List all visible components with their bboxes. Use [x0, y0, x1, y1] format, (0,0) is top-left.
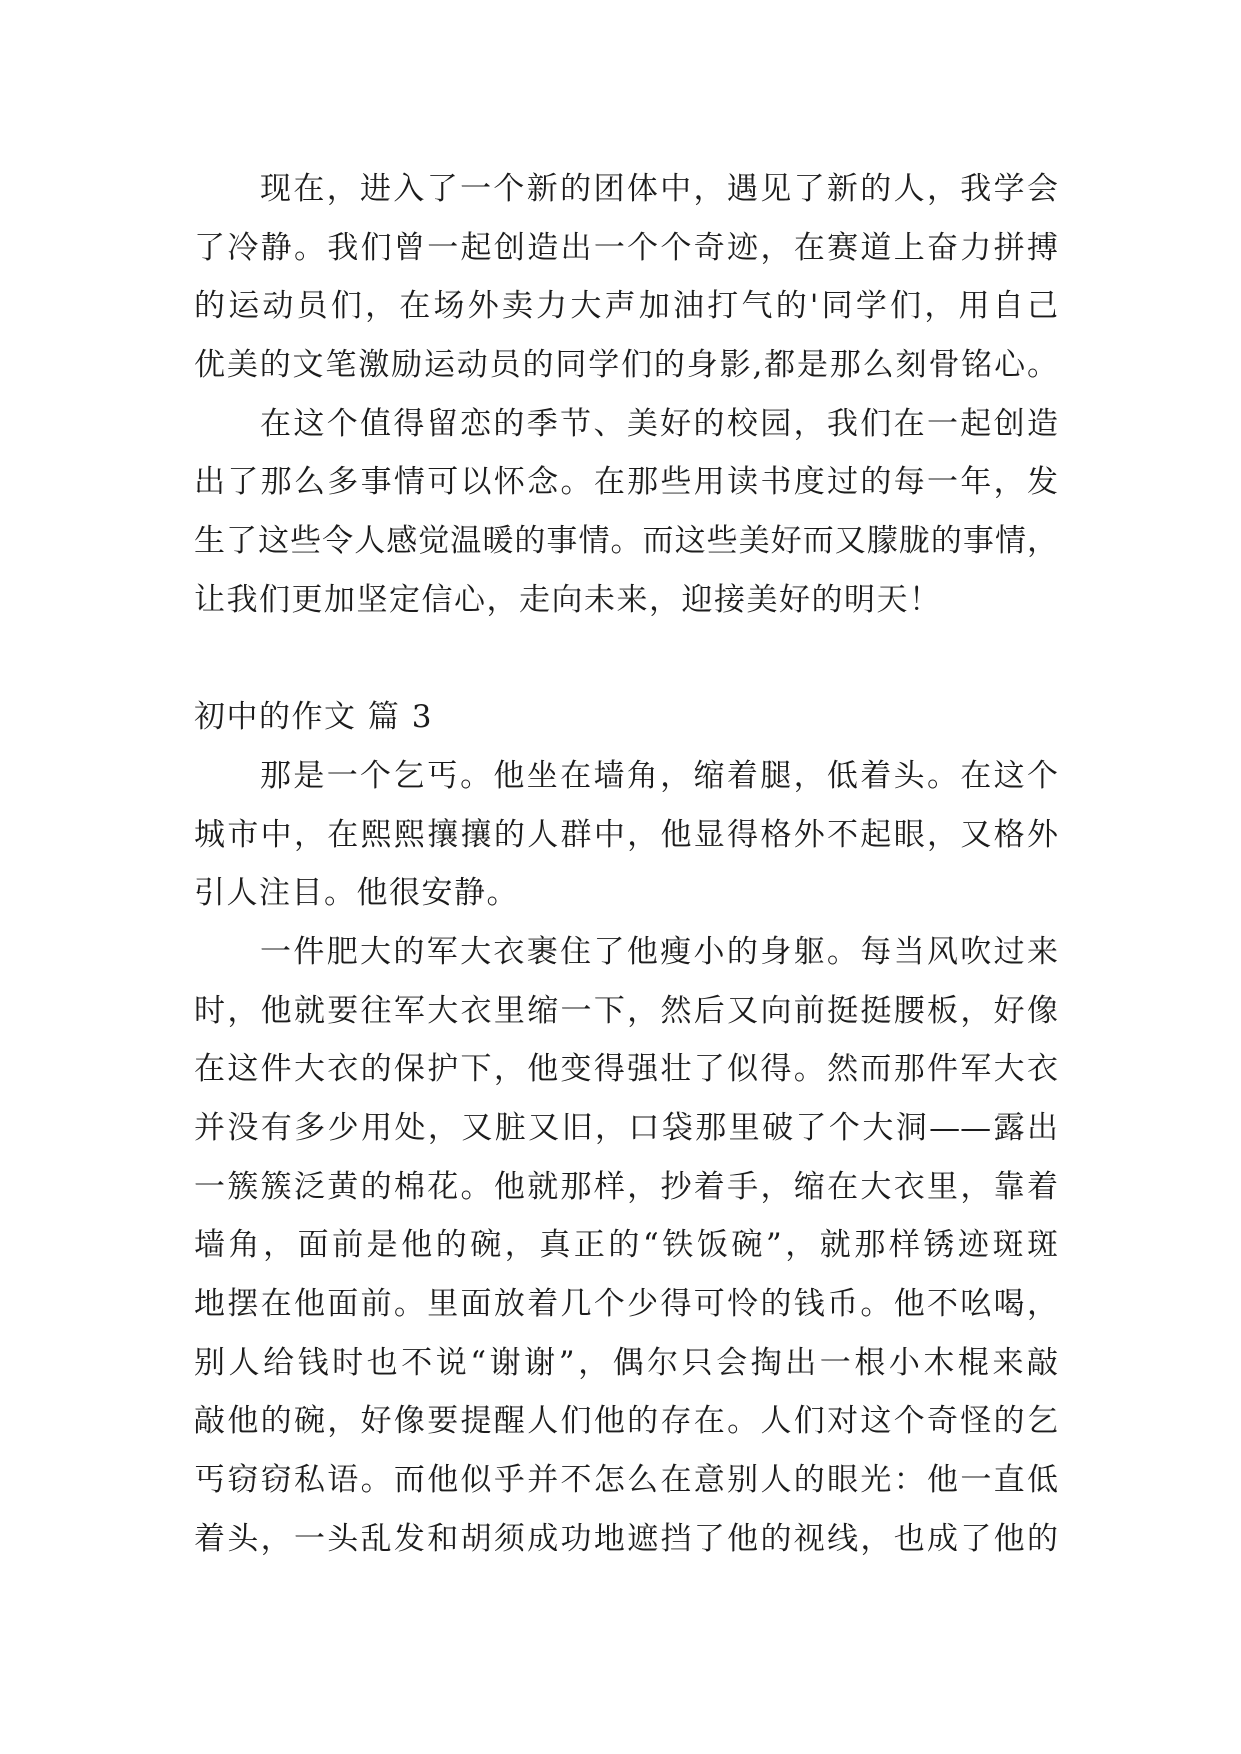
text-line: 那是一个乞丐。他坐在墙角，缩着腿，低着头。在这个: [260, 757, 1058, 794]
text-line: 现在，进入了一个新的团体中，遇见了新的人，我学会: [260, 171, 1058, 207]
text-line: 着头，一头乱发和胡须成功地遮挡了他的视线，也成了他的: [194, 1520, 1058, 1557]
text-line: 地摆在他面前。里面放着几个少得可怜的钱币。他不吆喝，: [194, 1286, 1058, 1323]
text-line: 丐窃窃私语。而他似乎并不怎么在意别人的眼光：他一直低: [194, 1462, 1058, 1499]
text-line: 一簇簇泛黄的棉花。他就那样，抄着手，缩在大衣里，靠着: [194, 1168, 1058, 1205]
text-line: 引人注目。他很安静。: [194, 875, 519, 912]
section-gap: [194, 630, 1058, 689]
text-line: 在这个值得留恋的季节、美好的校园，我们在一起创造: [260, 405, 1058, 442]
document-body: [194, 160, 1058, 1569]
text-line: 了冷静。我们曾一起创造出一个个奇迹，在赛道上奋力拼搏: [194, 229, 1058, 266]
paragraph: [194, 747, 1058, 923]
paragraph: [194, 395, 1058, 630]
text-line: 一件肥大的军大衣裹住了他瘦小的身躯。每当风吹过来: [260, 933, 1058, 970]
paragraph: [194, 160, 1058, 395]
text-line: 别人给钱时也不说“谢谢”，偶尔只会掏出一根小木棍来敲: [194, 1344, 1058, 1381]
text-line: 让我们更加坚定信心，走向未来，迎接美好的明天！: [194, 581, 942, 618]
text-line: 生了这些令人感觉温暖的事情。而这些美好而又朦胧的事情，: [194, 523, 1058, 560]
text-line: 并没有多少用处，又脏又旧，口袋那里破了个大洞——露出: [194, 1110, 1058, 1146]
paragraph: [194, 923, 1058, 1569]
text-line: 敲他的碗，好像要提醒人们他的存在。人们对这个奇怪的乞: [194, 1403, 1058, 1440]
text-line: 优美的文笔激励运动员的同学们的身影,都是那么刻骨铭心。: [194, 347, 1058, 384]
text-line: 的运动员们，在场外卖力大声加油打气的'同学们，用自己: [194, 288, 1058, 325]
text-line: 时，他就要往军大衣里缩一下，然后又向前挺挺腰板，好像: [194, 992, 1058, 1029]
text-line: 出了那么多事情可以怀念。在那些用读书度过的每一年，发: [194, 464, 1058, 501]
text-line: 城市中，在熙熙攘攘的人群中，他显得格外不起眼，又格外: [194, 816, 1058, 853]
section-heading: 初中的作文 篇 3: [194, 699, 433, 736]
text-line: 墙角，面前是他的碗，真正的“铁饭碗”，就那样锈迹斑斑: [194, 1227, 1058, 1264]
text-line: 在这件大衣的保护下，他变得强壮了似得。然而那件军大衣: [194, 1051, 1058, 1088]
